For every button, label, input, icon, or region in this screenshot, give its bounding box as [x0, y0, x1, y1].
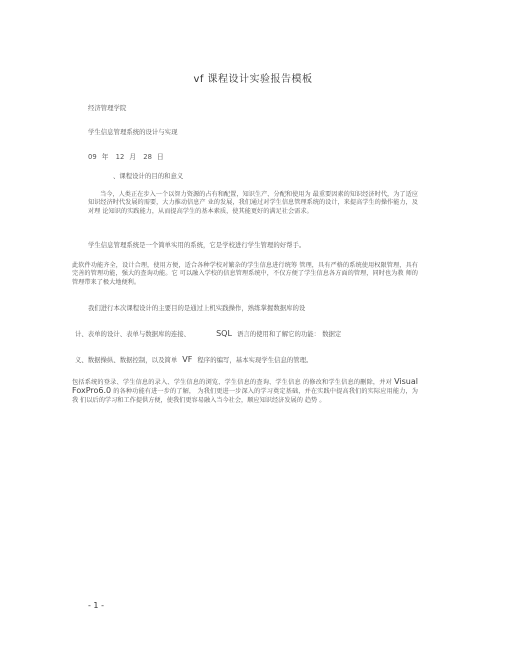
paragraph-1: 当今，人类正在步入一个以智力资源的占有和配置，知识生产、分配和使用为 最重要因素的知识经济时代，为了适应知识经济时代发展的需要，大力推动信息产 业的发展，我们通过对学生信息管理系统的设计，来提高学生的操作能力，及对理 论知识的实践能力，从而提高学生的基本素质，使其能更好的满足社会需求。: [88, 191, 418, 215]
document-title: vf 课程设计实验报告模板: [193, 74, 313, 85]
paragraph-5-part-a: 计、表单的设计、表单与数据库的连接、: [75, 330, 191, 338]
date-year-unit: 年: [101, 153, 109, 161]
paragraph-2: 学生信息管理系统是一个简单实用的系统，它是学校进行学生管理的好帮手。: [88, 241, 306, 249]
paragraph-7-part-b: 的各种功能有进一步的了解， 为我们更进一步深入的学习奠定基础，并在实践中提高我们的实际应用能力，为我 们以后的学习和工作提供方便，使我们更容易融入当今社会，顺应知识经济发展的 趋势 。: [72, 388, 418, 404]
paragraph-5-part-b: 语言的使用和了解它的功能： 数据定: [236, 330, 342, 338]
paragraph-6-part-a: 义、数据操纵、数据控制，以及简单: [75, 356, 178, 364]
date-year: 09: [88, 153, 97, 161]
paragraph-7: [72, 378, 418, 405]
report-topic: 学生信息管理系统的设计与实现: [88, 128, 178, 136]
paragraph-3: 此软件功能齐全，设计合理，使用方便，适合各种学校对繁杂的学生信息进行统筹 管理，具有严格的系统使用权限管理，具有完善的管理功能，强大的查询功能。它 可以融入学校的信息管理系统中，不仅方便了学生信息各方面的管理，同时也为教 师的管理带来了极大地便利。: [72, 262, 418, 286]
sql-term: SQL: [216, 329, 232, 338]
date-day-unit: 日: [156, 153, 164, 161]
date-month: 12: [115, 153, 125, 161]
report-date: [88, 151, 169, 161]
vfp-term: Visual FoxPro6.0: [72, 377, 418, 396]
section-heading: 、课程设计的目的和意义: [113, 172, 184, 180]
date-day: 28: [143, 153, 152, 161]
paragraph-4: 我们进行本次课程设计的主要目的是通过上机实践操作，熟练掌握数据库的设: [88, 304, 306, 312]
page-number: - 1 -: [88, 601, 104, 610]
paragraph-7-part-a: 包括系统的登录、学生信息的录入、学生信息的浏览、学生信息的查询、学生信息 的修改和学生信息的删除，并对: [72, 379, 392, 386]
paragraph-5: [75, 330, 341, 338]
paragraph-6-part-b: 程序的编写，基本实现学生信息的管理。: [197, 356, 313, 364]
date-month-unit: 月: [129, 153, 137, 161]
school-name: 经济管理学院: [88, 104, 127, 112]
paragraph-6: [75, 356, 312, 364]
vf-term: VF: [182, 355, 193, 364]
